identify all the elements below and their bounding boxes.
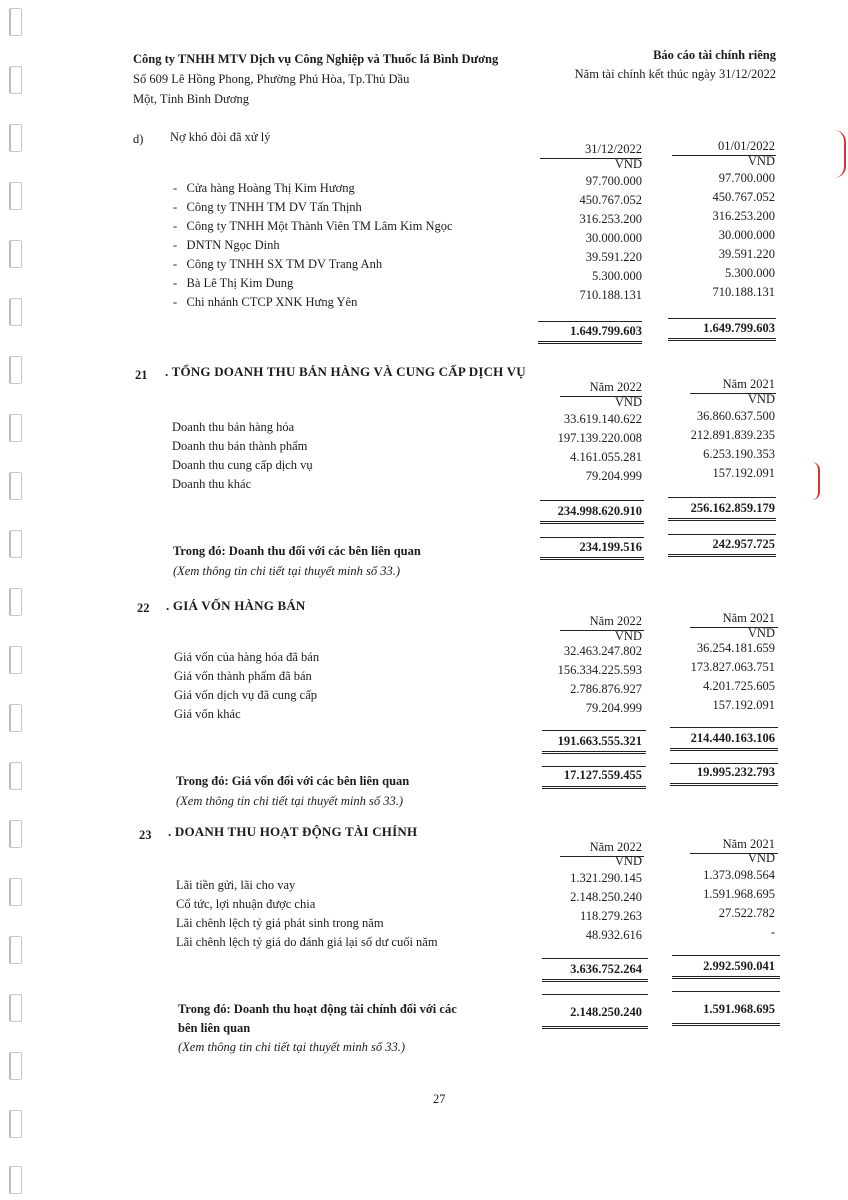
total-value: 2.992.590.041: [703, 959, 775, 973]
unit-label: VND: [614, 854, 642, 868]
row-value: 157.192.091: [712, 698, 775, 712]
row-value: -: [770, 925, 775, 939]
related-party-value: 17.127.559.455: [563, 768, 642, 782]
binder-hole: [9, 1052, 22, 1080]
total-double-line: [542, 979, 648, 982]
binder-hole: [9, 530, 22, 558]
total-value: 1.649.799.603: [703, 321, 775, 335]
row-value: 2.786.876.927: [570, 682, 642, 696]
row-value: 1.373.098.564: [703, 868, 775, 882]
related-line: [542, 994, 648, 995]
list-item-value: 5.300.000: [592, 269, 642, 283]
list-item-name: - Bà Lê Thị Kim Dung: [173, 276, 294, 290]
total-double-line: [542, 751, 646, 754]
binder-hole: [9, 66, 22, 94]
list-item-value: 450.767.052: [579, 193, 642, 207]
row-label: Giá vốn của hàng hóa đã bán: [174, 650, 320, 664]
list-item-value: 316.253.200: [712, 209, 775, 223]
related-line: [540, 537, 644, 538]
total-double-line: [540, 521, 644, 524]
row-value: 48.932.616: [585, 928, 642, 942]
list-item-name: - DNTN Ngọc Dinh: [173, 238, 280, 252]
total-double-line: [538, 341, 642, 344]
company-name: Công ty TNHH MTV Dịch vụ Công Nghiệp và Thuốc lá Bình Dương: [133, 52, 499, 66]
binder-hole: [9, 182, 22, 210]
list-item-name: - Công ty TNHH Một Thành Viên TM Lâm Kim Ngọc: [173, 219, 453, 233]
row-value: 33.619.140.622: [563, 412, 642, 426]
row-label: Giá vốn thành phẩm đã bán: [174, 669, 312, 683]
binder-hole: [9, 762, 22, 790]
binder-hole: [9, 356, 22, 384]
list-item-value: 450.767.052: [712, 190, 775, 204]
total-value: 3.636.752.264: [570, 962, 642, 976]
row-label: Doanh thu cung cấp dịch vụ: [172, 458, 313, 472]
note-reference: (Xem thông tin chi tiết tại thuyết minh số 33.): [176, 794, 404, 808]
total-double-line: [668, 338, 776, 341]
binder-hole: [9, 936, 22, 964]
row-label: Lãi chênh lệch tỷ giá do đánh giá lại số dư cuối năm: [176, 935, 438, 949]
list-item-value: 5.300.000: [725, 266, 775, 280]
column-header-2022: Năm 2022: [589, 840, 642, 854]
related-double-line: [672, 1023, 780, 1026]
section-title: . GIÁ VỐN HÀNG BÁN: [166, 598, 306, 613]
total-value: 256.162.859.179: [690, 501, 775, 515]
red-pen-mark: [834, 130, 846, 178]
related-double-line: [670, 783, 778, 786]
total-value: 214.440.163.106: [690, 731, 775, 745]
row-label: Giá vốn dịch vụ đã cung cấp: [174, 688, 318, 702]
list-item-value: 30.000.000: [585, 231, 642, 245]
row-value: 4.201.725.605: [703, 679, 775, 693]
list-item-name: - Công ty TNHH TM DV Tấn Thịnh: [173, 200, 362, 214]
total-line: [542, 958, 648, 959]
column-header-31-12-2022: 31/12/2022: [585, 142, 642, 156]
list-item-value: 97.700.000: [585, 174, 642, 188]
total-line: [668, 497, 776, 498]
binder-hole: [9, 8, 22, 36]
row-label: Cổ tức, lợi nhuận được chia: [176, 897, 316, 911]
list-item-value: 710.188.131: [579, 288, 642, 302]
row-value: 197.139.220.008: [557, 431, 642, 445]
row-value: 2.148.250.240: [570, 890, 642, 904]
total-value: 1.649.799.603: [570, 324, 642, 338]
row-value: 4.161.055.281: [570, 450, 642, 464]
related-line: [668, 534, 776, 535]
row-value: 173.827.063.751: [690, 660, 775, 674]
section-number: 22: [137, 601, 150, 615]
list-item-value: 97.700.000: [718, 171, 775, 185]
total-line: [672, 955, 780, 956]
total-line: [670, 727, 778, 728]
unit-label: VND: [747, 851, 775, 865]
related-double-line: [542, 786, 646, 789]
column-header-2021: Năm 2021: [722, 377, 775, 391]
related-double-line: [668, 554, 776, 557]
binder-hole: [9, 704, 22, 732]
row-label: Lãi chênh lệch tỷ giá phát sinh trong năm: [176, 916, 384, 930]
binder-hole: [9, 994, 22, 1022]
unit-label: VND: [747, 626, 775, 640]
row-value: 79.204.999: [585, 469, 642, 483]
note-reference: (Xem thông tin chi tiết tại thuyết minh số 33.): [178, 1040, 406, 1054]
row-label: Doanh thu bán hàng hóa: [172, 420, 295, 434]
row-value: 27.522.782: [718, 906, 775, 920]
section-number: 21: [135, 368, 148, 382]
total-value: 191.663.555.321: [557, 734, 642, 748]
unit-label: VND: [614, 629, 642, 643]
row-value: 79.204.999: [585, 701, 642, 715]
related-party-label: Trong đó: Doanh thu đối với các bên liên quan: [173, 544, 421, 558]
section-title: Nợ khó đòi đã xử lý: [170, 130, 271, 144]
related-double-line: [542, 1026, 648, 1029]
total-double-line: [670, 748, 778, 751]
related-party-label-cont: bên liên quan: [178, 1021, 251, 1035]
total-double-line: [668, 518, 776, 521]
binder-hole: [9, 124, 22, 152]
total-line: [540, 500, 644, 501]
column-header-2021: Năm 2021: [722, 611, 775, 625]
total-line: [668, 318, 776, 319]
related-line: [670, 763, 778, 764]
binder-hole: [9, 1110, 22, 1138]
related-line: [672, 991, 780, 992]
total-double-line: [672, 976, 780, 979]
total-line: [542, 730, 646, 731]
section-number: 23: [139, 828, 152, 842]
binder-hole: [9, 414, 22, 442]
report-title: Báo cáo tài chính riêng: [653, 48, 776, 62]
row-label: Giá vốn khác: [174, 707, 241, 721]
related-party-label: Trong đó: Giá vốn đối với các bên liên quan: [176, 774, 410, 788]
row-value: 1.321.290.145: [570, 871, 642, 885]
row-value: 6.253.190.353: [703, 447, 775, 461]
related-party-value: 234.199.516: [579, 540, 642, 554]
related-party-value: 19.995.232.793: [696, 765, 775, 779]
row-value: 1.591.968.695: [703, 887, 775, 901]
binder-hole: [9, 878, 22, 906]
list-item-value: 316.253.200: [579, 212, 642, 226]
row-value: 36.254.181.659: [696, 641, 775, 655]
column-header-2022: Năm 2022: [589, 380, 642, 394]
list-item-value: 39.591.220: [585, 250, 642, 264]
section-title: . TỔNG DOANH THU BÁN HÀNG VÀ CUNG CẤP DỊCH VỤ: [165, 364, 526, 379]
related-party-value: 1.591.968.695: [703, 1002, 775, 1016]
row-value: 156.334.225.593: [557, 663, 642, 677]
total-line: [538, 321, 642, 322]
unit-label: VND: [614, 395, 642, 409]
binder-hole: [9, 646, 22, 674]
binder-hole: [9, 298, 22, 326]
related-line: [542, 766, 646, 767]
related-party-label: Trong đó: Doanh thu hoạt động tài chính đối với các: [178, 1002, 457, 1016]
column-header-2022: Năm 2022: [589, 614, 642, 628]
report-period: Năm tài chính kết thúc ngày 31/12/2022: [574, 67, 776, 81]
binder-hole: [9, 472, 22, 500]
unit-label: VND: [614, 157, 642, 171]
section-title: . DOANH THU HOẠT ĐỘNG TÀI CHÍNH: [168, 824, 418, 839]
list-item-value: 710.188.131: [712, 285, 775, 299]
unit-label: VND: [747, 392, 775, 406]
company-address-line1: Số 609 Lê Hồng Phong, Phường Phú Hòa, Tp.Thủ Dầu: [133, 72, 410, 86]
related-party-value: 242.957.725: [712, 537, 775, 551]
list-item-value: 30.000.000: [718, 228, 775, 242]
row-label: Doanh thu bán thành phẩm: [172, 439, 308, 453]
row-value: 36.860.637.500: [696, 409, 775, 423]
binder-hole: [9, 240, 22, 268]
row-value: 32.463.247.802: [563, 644, 642, 658]
related-double-line: [540, 557, 644, 560]
list-item-name: - Cửa hàng Hoàng Thị Kim Hương: [173, 181, 355, 195]
total-value: 234.998.620.910: [557, 504, 642, 518]
column-header-2021: Năm 2021: [722, 837, 775, 851]
row-value: 157.192.091: [712, 466, 775, 480]
list-item-name: - Công ty TNHH SX TM DV Trang Anh: [173, 257, 383, 271]
list-item-value: 39.591.220: [718, 247, 775, 261]
binder-hole: [9, 820, 22, 848]
note-reference: (Xem thông tin chi tiết tại thuyết minh số 33.): [173, 564, 401, 578]
page-number: 27: [433, 1092, 446, 1106]
binder-hole: [9, 588, 22, 616]
list-item-name: - Chi nhánh CTCP XNK Hưng Yên: [173, 295, 358, 309]
row-label: Doanh thu khác: [172, 477, 252, 491]
section-label: d): [133, 132, 144, 146]
row-label: Lãi tiền gửi, lãi cho vay: [176, 878, 296, 892]
company-address-line2: Một, Tỉnh Bình Dương: [133, 92, 249, 106]
row-value: 212.891.839.235: [690, 428, 775, 442]
related-party-value: 2.148.250.240: [570, 1005, 642, 1019]
unit-label: VND: [747, 154, 775, 168]
binder-hole: [9, 1166, 22, 1194]
red-pen-mark: [812, 462, 820, 500]
column-header-01-01-2022: 01/01/2022: [718, 139, 775, 153]
row-value: 118.279.263: [579, 909, 642, 923]
